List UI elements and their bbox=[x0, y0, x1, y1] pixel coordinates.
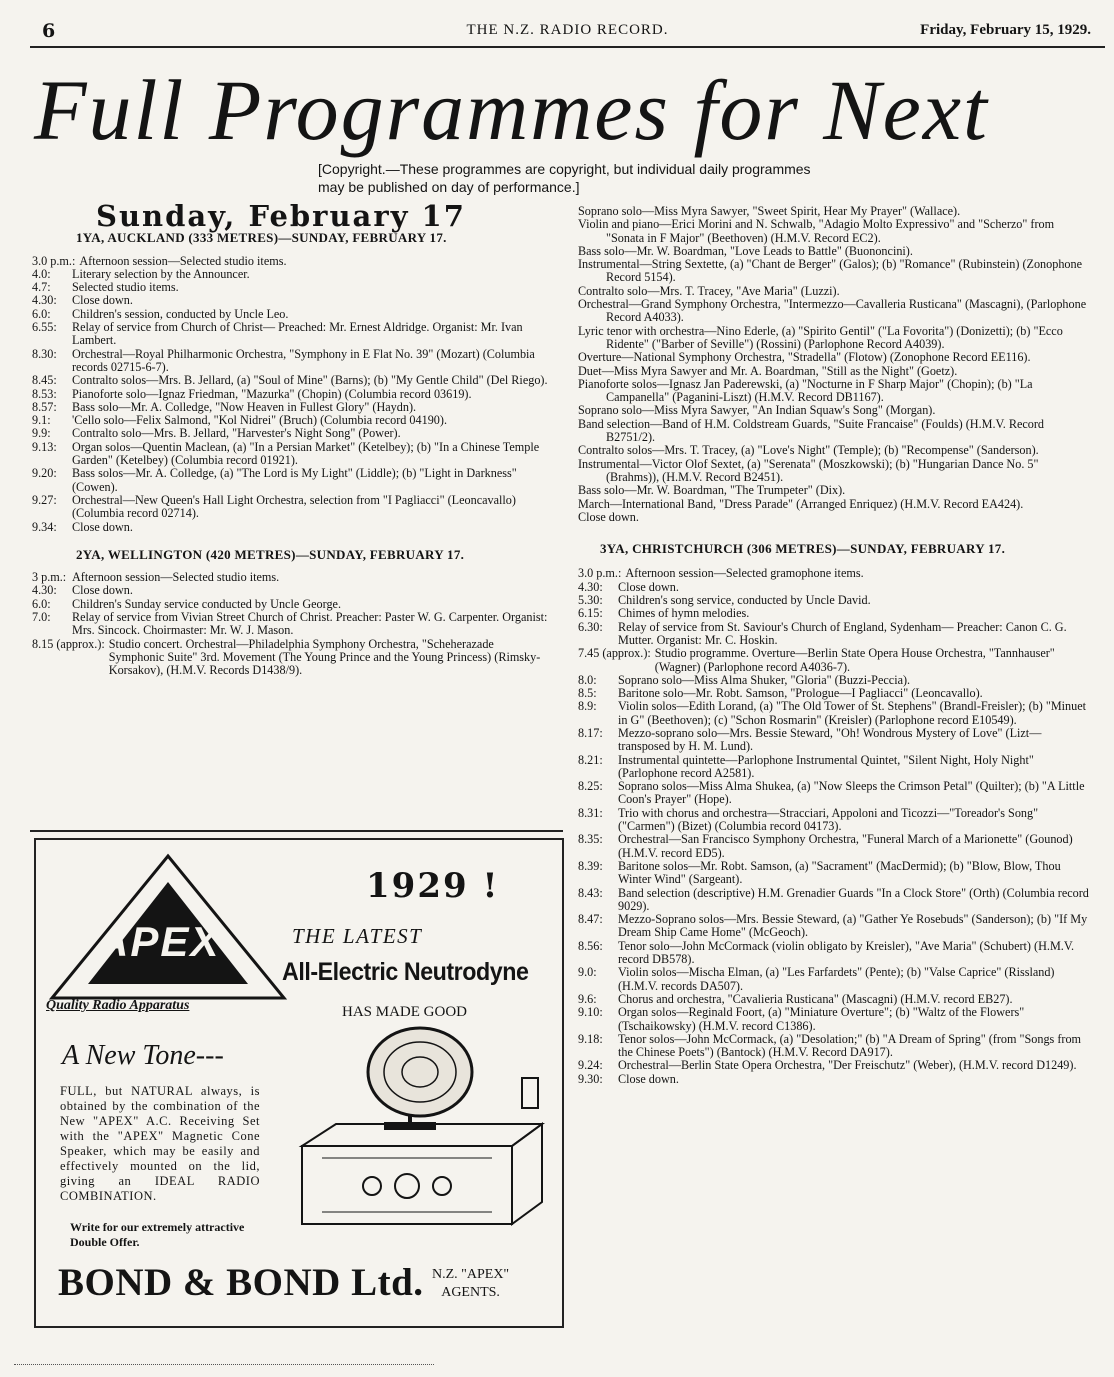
programme-description: Children's Sunday service conducted by Uncle George. bbox=[72, 596, 342, 611]
programme-description: Afternoon session—Selected studio items. bbox=[72, 570, 280, 585]
programme-item bbox=[578, 940, 1093, 967]
programme-description: Studio concert. Orchestral—Philadelphia Symphony Orchestra, "Scheherazade Symphonic Suite" 3rd. Movement (The Young Prince and the Young Princess) (Rimsky-Korsakov), (H.M.V. Records D1438/9). bbox=[108, 636, 541, 678]
advert-product-name: All-Electric Neutrodyne bbox=[282, 958, 529, 986]
programme-time: 7.45 (approx.): bbox=[578, 646, 651, 661]
advert-agents-line-2: AGENTS. bbox=[441, 1285, 500, 1300]
programme-description: Pianoforte solo—Ignaz Friedman, "Mazurka" (Chopin) (Columbia record 03619). bbox=[72, 386, 472, 401]
programme-time: 6.30: bbox=[578, 619, 603, 634]
issue-date: Friday, February 15, 1929. bbox=[920, 22, 1091, 38]
programme-description: Children's song service, conducted by Uncle David. bbox=[618, 593, 871, 608]
page-header bbox=[30, 20, 1105, 48]
page-footer-rule bbox=[14, 1358, 434, 1365]
apex-advertisement bbox=[34, 838, 564, 1328]
programme-description: Organ solos—Quentin Maclean, (a) "In a Persian Market" (Ketelbey); (b) "In a Chinese Temple Garden" (Ketelbey) (Columbia record 01921). bbox=[72, 439, 540, 468]
programme-description: Mezzo-Soprano solos—Mrs. Bessie Steward, (a) "Gather Ye Rosebuds" (Sanderson); (b) "If My Dream Ship Came Home" (McGeoch). bbox=[618, 912, 1088, 940]
programme-time: 9.18: bbox=[578, 1031, 603, 1046]
programme-item bbox=[578, 780, 1093, 807]
programme-description: Close down. bbox=[72, 293, 133, 308]
programme-item bbox=[578, 687, 1093, 700]
advert-agents bbox=[432, 1266, 509, 1302]
programme-time: 3.0 p.m.: bbox=[578, 566, 622, 581]
programme-time: 8.25: bbox=[578, 779, 603, 794]
programme-item bbox=[578, 700, 1093, 727]
page-title: Full Programmes for Next bbox=[34, 62, 989, 158]
programme-time: 6.0: bbox=[32, 306, 51, 321]
programme-time: 8.30: bbox=[32, 346, 57, 361]
programme-item bbox=[578, 1059, 1093, 1072]
programme-item bbox=[32, 268, 552, 281]
programme-time: 8.56: bbox=[578, 938, 603, 953]
programme-description: Bass solos—Mr. A. Colledge, (a) "The Lord is My Light" (Liddle); (b) "Light in Darkness" (Cowen). bbox=[72, 466, 517, 494]
programme-item bbox=[32, 611, 552, 638]
programme-time: 8.39: bbox=[578, 858, 603, 873]
programme-time: 8.21: bbox=[578, 752, 603, 767]
programme-item bbox=[32, 598, 552, 611]
programme-item: Overture—National Symphony Orchestra, "Stradella" (Flotow) (Zonophone Record EE116). bbox=[578, 350, 1031, 365]
copyright-notice: [Copyright.—These programmes are copyright, but individual daily programmes may be published on day of performance.] bbox=[318, 161, 811, 195]
programme-time: 4.30: bbox=[32, 583, 57, 598]
advert-has-made-good: HAS MADE GOOD bbox=[342, 1004, 468, 1020]
programme-time: 5.30: bbox=[578, 593, 603, 608]
programme-description: Selected studio items. bbox=[72, 280, 179, 295]
programme-description: Soprano solos—Miss Alma Shukea, (a) "Now Sleeps the Crimson Petal" (Quilter); (b) "A Little Coon's Prayer" (Hope). bbox=[618, 779, 1085, 807]
programme-description: Relay of service from Church of Christ— Preached: Mr. Ernest Aldridge. Organist: Mr. Ivan Lambert. bbox=[72, 320, 523, 348]
programme-description: Close down. bbox=[72, 583, 133, 598]
programme-item bbox=[578, 993, 1093, 1006]
programme-time: 8.57: bbox=[32, 399, 57, 414]
programme-item bbox=[32, 638, 552, 678]
programme-item bbox=[32, 308, 552, 321]
programme-item bbox=[578, 887, 1093, 914]
programme-item: Instrumental—String Sextette, (a) "Chant de Berger" (Galos); (b) "Romance" (Rubinstein) (Zonophone Record 5154). bbox=[578, 257, 1083, 285]
programme-description: Orchestral—Berlin State Opera Orchestra, "Der Freischutz" (Weber), (H.M.V. record D1249). bbox=[618, 1058, 1077, 1073]
programme-time: 8.17: bbox=[578, 725, 603, 740]
programme-item bbox=[32, 281, 552, 294]
programme-item bbox=[32, 427, 552, 440]
programme-time: 9.13: bbox=[32, 439, 57, 454]
programme-description: Violin solos—Edith Lorand, (a) "The Old Tower of St. Stephens" (Brandl-Freisler); (b) "Minuet in G" (Beethoven); (c) "Schon Rosmarin" (Kreisler) (Parlophone record E10549). bbox=[618, 699, 1087, 727]
programme-item: Lyric tenor with orchestra—Nino Ederle, (a) "Spirito Gentil" ("La Fovorita") (Donizetti); (b) "Ecco Ridente" ("Barber of Seville") (Rossini) (Parlophone Record A4039). bbox=[578, 323, 1063, 351]
programme-item: Contralto solos—Mrs. T. Tracey, (a) "Love's Night" (Temple); (b) "Recompense" (Sanderson). bbox=[578, 443, 1039, 458]
programme-description: Mezzo-soprano solo—Mrs. Bessie Steward, "Oh! Wondrous Mystery of Love" (Lizt—transposed by H. M. Lund). bbox=[618, 725, 1042, 754]
programme-time: 9.30: bbox=[578, 1071, 603, 1086]
advert-agents-line-1: N.Z. "APEX" bbox=[432, 1267, 510, 1282]
programme-item bbox=[32, 494, 552, 521]
programme-item bbox=[578, 860, 1093, 887]
programme-item: Band selection—Band of H.M. Coldstream Guards, "Suite Francaise" (Foulds) (H.M.V. Record B2751/2). bbox=[578, 416, 1045, 445]
programme-time: 8.47: bbox=[578, 912, 603, 927]
programme-item bbox=[578, 1073, 1093, 1086]
programme-time: 3 p.m.: bbox=[32, 570, 67, 585]
programme-description: Close down. bbox=[72, 519, 133, 534]
radio-set-illustration-icon bbox=[292, 1026, 552, 1236]
programme-item bbox=[578, 567, 1093, 580]
programme-time: 8.15 (approx.): bbox=[32, 636, 105, 651]
programme-item bbox=[32, 255, 552, 268]
right-column bbox=[578, 205, 1093, 1086]
programme-time: 8.5: bbox=[578, 686, 597, 701]
apex-logo-text: APEX bbox=[98, 918, 221, 965]
advert-offer: Write for our extremely attractive Double Offer. bbox=[70, 1220, 245, 1249]
programme-description: Orchestral—Royal Philharmonic Orchestra, "Symphony in E Flat No. 39" (Mozart) (Columbia records 02715-6-7). bbox=[72, 346, 535, 374]
programme-description: Orchestral—New Queen's Hall Light Orchestra, selection from "I Pagliacci" (Leoncavallo) (Columbia record 02714). bbox=[72, 492, 516, 521]
advert-latest: THE LATEST bbox=[292, 924, 423, 948]
programme-time: 4.7: bbox=[32, 280, 51, 295]
programme-description: Close down. bbox=[618, 1071, 679, 1086]
programme-item bbox=[32, 521, 552, 534]
programme-list-2ya bbox=[32, 571, 552, 677]
left-column bbox=[32, 199, 552, 678]
programme-item bbox=[32, 321, 552, 348]
programme-description: Band selection (descriptive) H.M. Grenadier Guards "In a Clock Store" (Orth) (Columbia record 9029). bbox=[618, 885, 1089, 913]
programme-item bbox=[32, 348, 552, 375]
programme-item: Contralto solo—Mrs. T. Tracey, "Ave Maria" (Luzzi). bbox=[578, 283, 840, 298]
programme-time: 9.9: bbox=[32, 426, 51, 441]
programme-item bbox=[578, 621, 1093, 648]
programme-item bbox=[32, 467, 552, 494]
programme-list-1ya bbox=[32, 255, 552, 534]
programme-time: 8.43: bbox=[578, 885, 603, 900]
programme-description: Children's session, conducted by Uncle Leo. bbox=[72, 306, 289, 321]
programme-item: Bass solo—Mr. W. Boardman, "Love Leads to Battle" (Buononcini). bbox=[578, 243, 913, 258]
programme-item bbox=[32, 584, 552, 597]
programme-time: 9.0: bbox=[578, 965, 597, 980]
programme-description: Contralto solo—Mrs. B. Jellard, "Harvester's Night Song" (Power). bbox=[72, 426, 401, 441]
programme-item bbox=[32, 401, 552, 414]
programme-time: 4.30: bbox=[32, 293, 57, 308]
programme-list-3ya bbox=[578, 567, 1093, 1086]
programme-description: Relay of service from St. Saviour's Church of England, Sydenham— Preacher: Canon C. G. Mutter. Organist: Mr. C. Hoskin. bbox=[618, 619, 1067, 647]
station-heading-1ya: 1YA, AUCKLAND (333 METRES)—SUNDAY, FEBRUARY 17. bbox=[76, 230, 447, 246]
programme-item: Bass solo—Mr. W. Boardman, "The Trumpeter" (Dix). bbox=[578, 483, 846, 498]
programme-description: Tenor solo—John McCormack (violin obligato by Kreisler), "Ave Maria" (Schubert) (H.M.V. record DB578). bbox=[618, 938, 1075, 967]
programme-time: 9.27: bbox=[32, 492, 57, 507]
programme-description: Relay of service from Vivian Street Church of Christ. Preacher: Paster W. G. Carpenter. Organist: Mrs. Sincock. Choirmaster: Mr. W. J. Mason. bbox=[72, 610, 548, 638]
programme-description: 'Cello solo—Felix Salmond, "Kol Nidrei" (Bruch) (Columbia record 04190). bbox=[72, 413, 448, 428]
day-heading: Sunday, February 17 bbox=[96, 199, 466, 233]
programme-time: 8.31: bbox=[578, 805, 603, 820]
programme-description: Afternoon session—Selected studio items. bbox=[79, 253, 287, 268]
programme-time: 9.10: bbox=[578, 1005, 603, 1020]
programme-time: 9.34: bbox=[32, 519, 57, 534]
programme-item bbox=[578, 607, 1093, 620]
programme-description: Trio with chorus and orchestra—Stracciari, Appoloni and Ticozzi—"Toreador's Song" ("Carmen") (Bizet) (Columbia record 04173). bbox=[618, 805, 1039, 834]
programme-description: Baritone solos—Mr. Robt. Samson, (a) "Sacrament" (MacDermid); (b) "Blow, Blow, Thou Winter Wind" (Sargeant). bbox=[618, 858, 1061, 887]
programme-item bbox=[32, 388, 552, 401]
programme-description: Studio programme. Overture—Berlin State Opera House Orchestra, "Tannhauser" (Wagner) (Parlophone record A4036-7). bbox=[654, 646, 1055, 674]
page-number: 6 bbox=[42, 20, 56, 42]
programme-item bbox=[578, 833, 1093, 860]
advert-company-name: BOND & BOND Ltd. bbox=[58, 1261, 424, 1304]
programme-item bbox=[32, 571, 552, 584]
programme-time: 7.0: bbox=[32, 610, 51, 625]
station-heading-2ya: 2YA, WELLINGTON (420 METRES)—SUNDAY, FEBRUARY 17. bbox=[76, 546, 465, 562]
programme-description: Chorus and orchestra, "Cavalieria Rusticana" (Mascagni) (H.M.V. record EB27). bbox=[618, 991, 1013, 1006]
programme-time: 8.45: bbox=[32, 373, 57, 388]
programme-item: March—International Band, "Dress Parade" (Arranged Enriquez) (H.M.V. Record EA424). bbox=[578, 496, 1024, 511]
programme-time: 9.1: bbox=[32, 413, 51, 428]
programme-item bbox=[578, 727, 1093, 754]
programme-description: Tenor solos—John McCormack, (a) "Desolation;" (b) "A Dream of Spring" (from "Songs from the Chinese Poets") (Bantock) (H.M.V. Record DA917). bbox=[618, 1031, 1082, 1060]
programme-item: Pianoforte solos—Ignasz Jan Paderewski, (a) "Nocturne in F Sharp Major" (Chopin); (b) "La Campanella" (Paganini-Liszt) (H.M.V. Record DB1167). bbox=[578, 376, 1033, 405]
programme-description: Afternoon session—Selected gramophone items. bbox=[625, 566, 864, 581]
programme-time: 6.0: bbox=[32, 596, 51, 611]
programme-description: Bass solo—Mr. A. Colledge, "Now Heaven in Fullest Glory" (Haydn). bbox=[72, 399, 417, 414]
programme-item: Soprano solo—Miss Myra Sawyer, "An Indian Squaw's Song" (Morgan). bbox=[578, 403, 936, 418]
advert-top-rule bbox=[30, 830, 563, 832]
programme-item bbox=[578, 966, 1093, 993]
programme-item bbox=[578, 581, 1093, 594]
station-heading-3ya: 3YA, CHRISTCHURCH (306 METRES)—SUNDAY, FEBRUARY 17. bbox=[600, 541, 1006, 557]
programme-item: Soprano solo—Miss Myra Sawyer, "Sweet Spirit, Hear My Prayer" (Wallace). bbox=[578, 204, 961, 218]
programme-item bbox=[578, 754, 1093, 781]
programme-description: Chimes of hymn melodies. bbox=[618, 606, 750, 621]
programme-description: Instrumental quintette—Parlophone Instrumental Quintet, "Silent Night, Holy Night" (Parlophone record A2581). bbox=[618, 752, 1034, 780]
programme-description: Close down. bbox=[618, 579, 679, 594]
programme-item bbox=[32, 414, 552, 427]
programme-item: Violin and piano—Erici Morini and N. Schwalb, "Adagio Molto Expressivo" and "Scherzo" from "Sonata in F Major" (Beethoven) (H.M.V. Record EC2). bbox=[578, 217, 1055, 245]
programme-time: 3.0 p.m.: bbox=[32, 253, 76, 268]
programme-time: 8.9: bbox=[578, 699, 597, 714]
programme-time: 6.15: bbox=[578, 606, 603, 621]
programme-item: Instrumental—Victor Olof Sextet, (a) "Serenata" (Moszkowski); (b) "Hungarian Dance No. 5" (Brahms)), (H.M.V. Record B2451). bbox=[578, 456, 1039, 484]
programme-item bbox=[32, 441, 552, 468]
programme-description: Organ solos—Reginald Foort, (a) "Miniature Overture"; (b) "Waltz of the Flowers" (Tschaikowsky) (H.M.V. record C1386). bbox=[618, 1005, 1025, 1033]
programme-time: 9.20: bbox=[32, 466, 57, 481]
programme-item: Orchestral—Grand Symphony Orchestra, "Intermezzo—Cavalleria Rusticana" (Mascagni), (Parlophone Record A4033). bbox=[578, 297, 1087, 325]
programme-description: Literary selection by the Announcer. bbox=[72, 266, 250, 281]
programme-item bbox=[32, 294, 552, 307]
programme-time: 4.0: bbox=[32, 266, 51, 281]
programme-time: 8.35: bbox=[578, 832, 603, 847]
advert-new-tone: A New Tone--- bbox=[62, 1040, 224, 1071]
programme-time: 8.0: bbox=[578, 672, 597, 687]
programme-item bbox=[578, 594, 1093, 607]
programme-time: 4.30: bbox=[578, 579, 603, 594]
programme-time: 8.53: bbox=[32, 386, 57, 401]
programme-item: Duet—Miss Myra Sawyer and Mr. A. Boardman, "Still as the Night" (Goetz). bbox=[578, 363, 958, 378]
programme-item bbox=[578, 647, 1093, 674]
programme-item bbox=[578, 674, 1093, 687]
programme-description: Soprano solo—Miss Alma Shuker, "Gloria" (Buzzi-Peccia). bbox=[618, 672, 911, 687]
programme-item: Close down. bbox=[578, 509, 639, 524]
programme-time: 9.6: bbox=[578, 991, 597, 1006]
programme-item bbox=[578, 807, 1093, 834]
programme-item bbox=[578, 1006, 1093, 1033]
programme-description: Contralto solos—Mrs. B. Jellard, (a) "Soul of Mine" (Barns); (b) "My Gentle Child" (Del Riego). bbox=[72, 373, 548, 388]
programme-description: Orchestral—San Francisco Symphony Orchestra, "Funeral March of a Marionette" (Gounod) (H.M.V. record ED5). bbox=[618, 832, 1073, 860]
programme-time: 6.55: bbox=[32, 320, 57, 335]
programme-list-2ya-continued bbox=[578, 205, 1093, 524]
apex-tagline: Quality Radio Apparatus bbox=[46, 998, 190, 1013]
programme-item bbox=[578, 913, 1093, 940]
programme-description: Baritone solo—Mr. Robt. Samson, "Prologue—I Pagliacci" (Leoncavallo). bbox=[618, 686, 983, 701]
programme-description: Violin solos—Mischa Elman, (a) "Les Farfardets" (Pente); (b) "Valse Caprice" (Rissland) (H.M.V. records DA507). bbox=[618, 965, 1055, 993]
programme-time: 9.24: bbox=[578, 1058, 603, 1073]
publication-title: THE N.Z. RADIO RECORD. bbox=[466, 22, 669, 38]
programme-item bbox=[578, 1033, 1093, 1060]
advert-year: 1929 ! bbox=[366, 866, 500, 906]
advert-body-text: FULL, but NATURAL always, is obtained by the combination of the New "APEX" A.C. Receiving Set with the "APEX" Magnetic Cone Speaker, which may be easily and effectively mounted on the lid, giving an IDEAL RADIO COMBINATION. bbox=[60, 1084, 260, 1203]
programme-item bbox=[32, 374, 552, 387]
